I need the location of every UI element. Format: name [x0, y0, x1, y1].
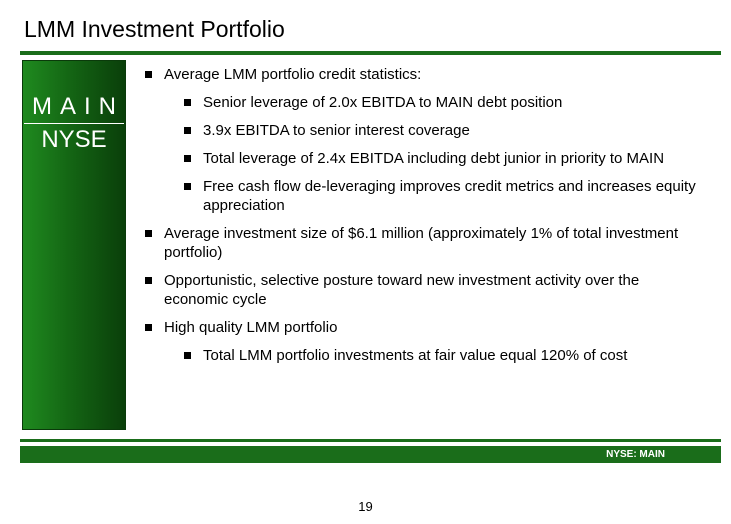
logo-exchange-text: NYSE — [41, 126, 107, 153]
slide-title: LMM Investment Portfolio — [24, 16, 285, 42]
footer-bar — [20, 446, 721, 463]
sub-bullet-item: Total LMM portfolio investments at fair value equal 120% of cost — [184, 346, 705, 365]
sub-bullet-item: Total leverage of 2.4x EBITDA including debt junior in priority to MAIN — [184, 149, 705, 168]
logo-main-text: MAIN — [24, 92, 124, 124]
title-divider — [20, 51, 721, 55]
bullet-item: Average LMM portfolio credit statistics: — [145, 65, 705, 84]
footer-divider — [20, 439, 721, 442]
page-number: 19 — [358, 499, 373, 514]
main-logo — [23, 92, 125, 155]
bullet-item: High quality LMM portfolio — [145, 318, 705, 337]
sub-bullet-item: Free cash flow de-leveraging improves credit metrics and increases equity appreciation — [184, 177, 705, 215]
bullet-item: Opportunistic, selective posture toward new investment activity over the economic cycle — [145, 271, 705, 309]
bullet-list — [145, 65, 705, 374]
footer-ticker-label: NYSE: MAIN — [606, 449, 665, 460]
brand-side-panel — [22, 60, 126, 430]
bullet-item: Average investment size of $6.1 million (approximately 1% of total investment portfolio) — [145, 224, 705, 262]
sub-bullet-item: Senior leverage of 2.0x EBITDA to MAIN debt position — [184, 93, 705, 112]
sub-bullet-item: 3.9x EBITDA to senior interest coverage — [184, 121, 705, 140]
